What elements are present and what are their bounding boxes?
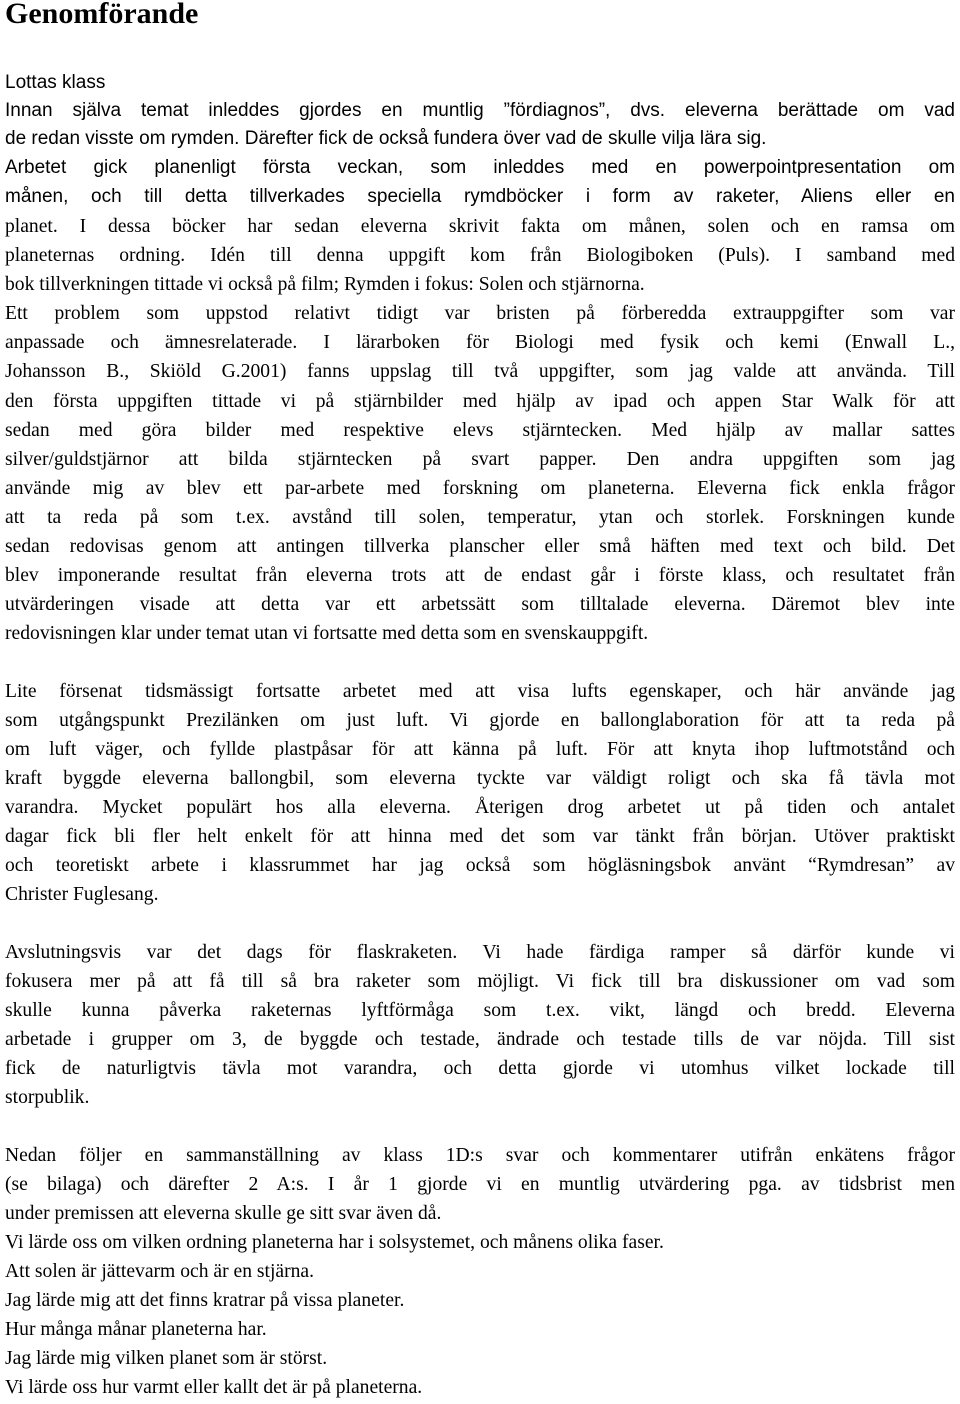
answer-line: Jag lärde mig vilken planet som är störst. bbox=[5, 1348, 328, 1369]
answer-line: Vi lärde oss hur varmt eller kallt det är på planeterna. bbox=[5, 1377, 423, 1398]
text-line: sedan redovisas genom att antingen tillverka planscher eller små häften med text och bild. Det bbox=[5, 536, 955, 557]
answer-line: Hur många månar planeterna har. bbox=[5, 1319, 267, 1340]
text-line: bok tillverkningen tittade vi också på film; Rymden i fokus: Solen och stjärnorna. bbox=[5, 274, 645, 295]
text-line: redovisningen klar under temat utan vi fortsatte med detta som en svenskauppgift. bbox=[5, 623, 649, 644]
page-title: Genomförande bbox=[5, 0, 199, 30]
text-line: de redan visste om rymden. Därefter fick de också fundera över vad de skulle vilja lära sig. bbox=[5, 128, 767, 149]
text-line: (se bilaga) och därefter 2 A:s. I år 1 gjorde vi en muntlig utvärdering pga. av tidsbrist men bbox=[5, 1174, 955, 1195]
answer-line: Jag lärde mig att det finns kratrar på vissa planeter. bbox=[5, 1290, 405, 1311]
text-line: varandra. Mycket populärt hos alla eleverna. Återigen drog arbetet ut på tiden och antalet bbox=[5, 797, 955, 818]
text-line: skulle kunna påverka raketernas lyftförmåga som t.ex. vikt, längd och bredd. Eleverna bbox=[5, 1000, 955, 1021]
text-line: Avslutningsvis var det dags för flaskraketen. Vi hade färdiga ramper så därför kunde vi bbox=[5, 942, 955, 963]
text-line: fick de naturligtvis tävla mot varandra, och detta gjorde vi utomhus vilket lockade till bbox=[5, 1058, 955, 1079]
text-line: den första uppgiften tittade vi på stjärnbilder med hjälp av ipad och appen Star Walk för att bbox=[5, 391, 955, 412]
text-line: Arbetet gick planenligt första veckan, som inleddes med en powerpointpresentation om bbox=[5, 157, 955, 178]
text-line: planet. I dessa böcker har sedan eleverna skrivit fakta om månen, solen och en ramsa om bbox=[5, 216, 955, 237]
text-line: Innan själva temat inleddes gjordes en muntlig ”fördiagnos”, dvs. eleverna berättade om vad bbox=[5, 100, 955, 121]
text-line: silver/guldstjärnor att bilda stjärntecken på svart papper. Den andra uppgiften som jag bbox=[5, 449, 955, 470]
text-line: storpublik. bbox=[5, 1087, 90, 1108]
text-line: under premissen att eleverna skulle ge sitt svar även då. bbox=[5, 1203, 442, 1224]
text-line: använde mig av blev ett par-arbete med forskning om planeterna. Eleverna fick enkla frågor bbox=[5, 478, 955, 499]
text-line: fokusera mer på att få till så bra raketer som möjligt. Vi fick till bra diskussioner om vad som bbox=[5, 971, 955, 992]
text-line: utvärderingen visade att detta var ett arbetssätt som tilltalade eleverna. Däremot blev inte bbox=[5, 594, 955, 615]
text-line: att ta reda på som t.ex. avstånd till solen, temperatur, ytan och storlek. Forskningen kunde bbox=[5, 507, 955, 528]
text-line: sedan med göra bilder med respektive elevs stjärntecken. Med hjälp av mallar sattes bbox=[5, 420, 955, 441]
text-line: kraft byggde eleverna ballongbil, som eleverna tyckte var väldigt roligt och ska få tävla mot bbox=[5, 768, 955, 789]
text-line: planeternas ordning. Idén till denna uppgift kom från Biologiboken (Puls). I samband med bbox=[5, 245, 955, 266]
text-line: blev imponerande resultat från eleverna trots att de endast går i förste klass, och resultatet från bbox=[5, 565, 955, 586]
text-line: som utgångspunkt Prezilänken om just luft. Vi gjorde en ballonglaboration för att ta reda på bbox=[5, 710, 955, 731]
text-line: arbetade i grupper om 3, de byggde och testade, ändrade och testade tills de var nöjda. Till sist bbox=[5, 1029, 955, 1050]
text-line: dagar fick bli fler helt enkelt för att hinna med det som var tänkt från början. Utöver praktiskt bbox=[5, 826, 955, 847]
text-line: Lite försenat tidsmässigt fortsatte arbetet med att visa lufts egenskaper, och här använde jag bbox=[5, 681, 955, 702]
text-line: Johansson B., Skiöld G.2001) fanns uppslag till två uppgifter, som jag valde att använda. Till bbox=[5, 361, 955, 382]
answer-line: Vi lärde oss om vilken ordning planeterna har i solsystemet, och månens olika faser. bbox=[5, 1232, 664, 1253]
text-line: månen, och till detta tillverkades speciella rymdböcker i form av raketer, Aliens eller en bbox=[5, 186, 955, 207]
text-line: och teoretiskt arbete i klassrummet har jag också som högläsningsbok använt “Rymdresan” av bbox=[5, 855, 955, 876]
text-line: Ett problem som uppstod relativt tidigt var bristen på förberedda extrauppgifter som var bbox=[5, 303, 955, 324]
text-line: Nedan följer en sammanställning av klass 1D:s svar och kommentarer utifrån enkätens frågor bbox=[5, 1145, 955, 1166]
section-heading: Lottas klass bbox=[5, 72, 106, 93]
text-line: anpassade och ämnesrelaterade. I lärarboken för Biologi med fysik och kemi (Enwall L., bbox=[5, 332, 955, 353]
text-line: Christer Fuglesang. bbox=[5, 884, 159, 905]
text-line: om luft väger, och fyllde plastpåsar för att känna på luft. För att knyta ihop luftmotstånd och bbox=[5, 739, 955, 760]
answer-line: Att solen är jättevarm och är en stjärna. bbox=[5, 1261, 315, 1282]
